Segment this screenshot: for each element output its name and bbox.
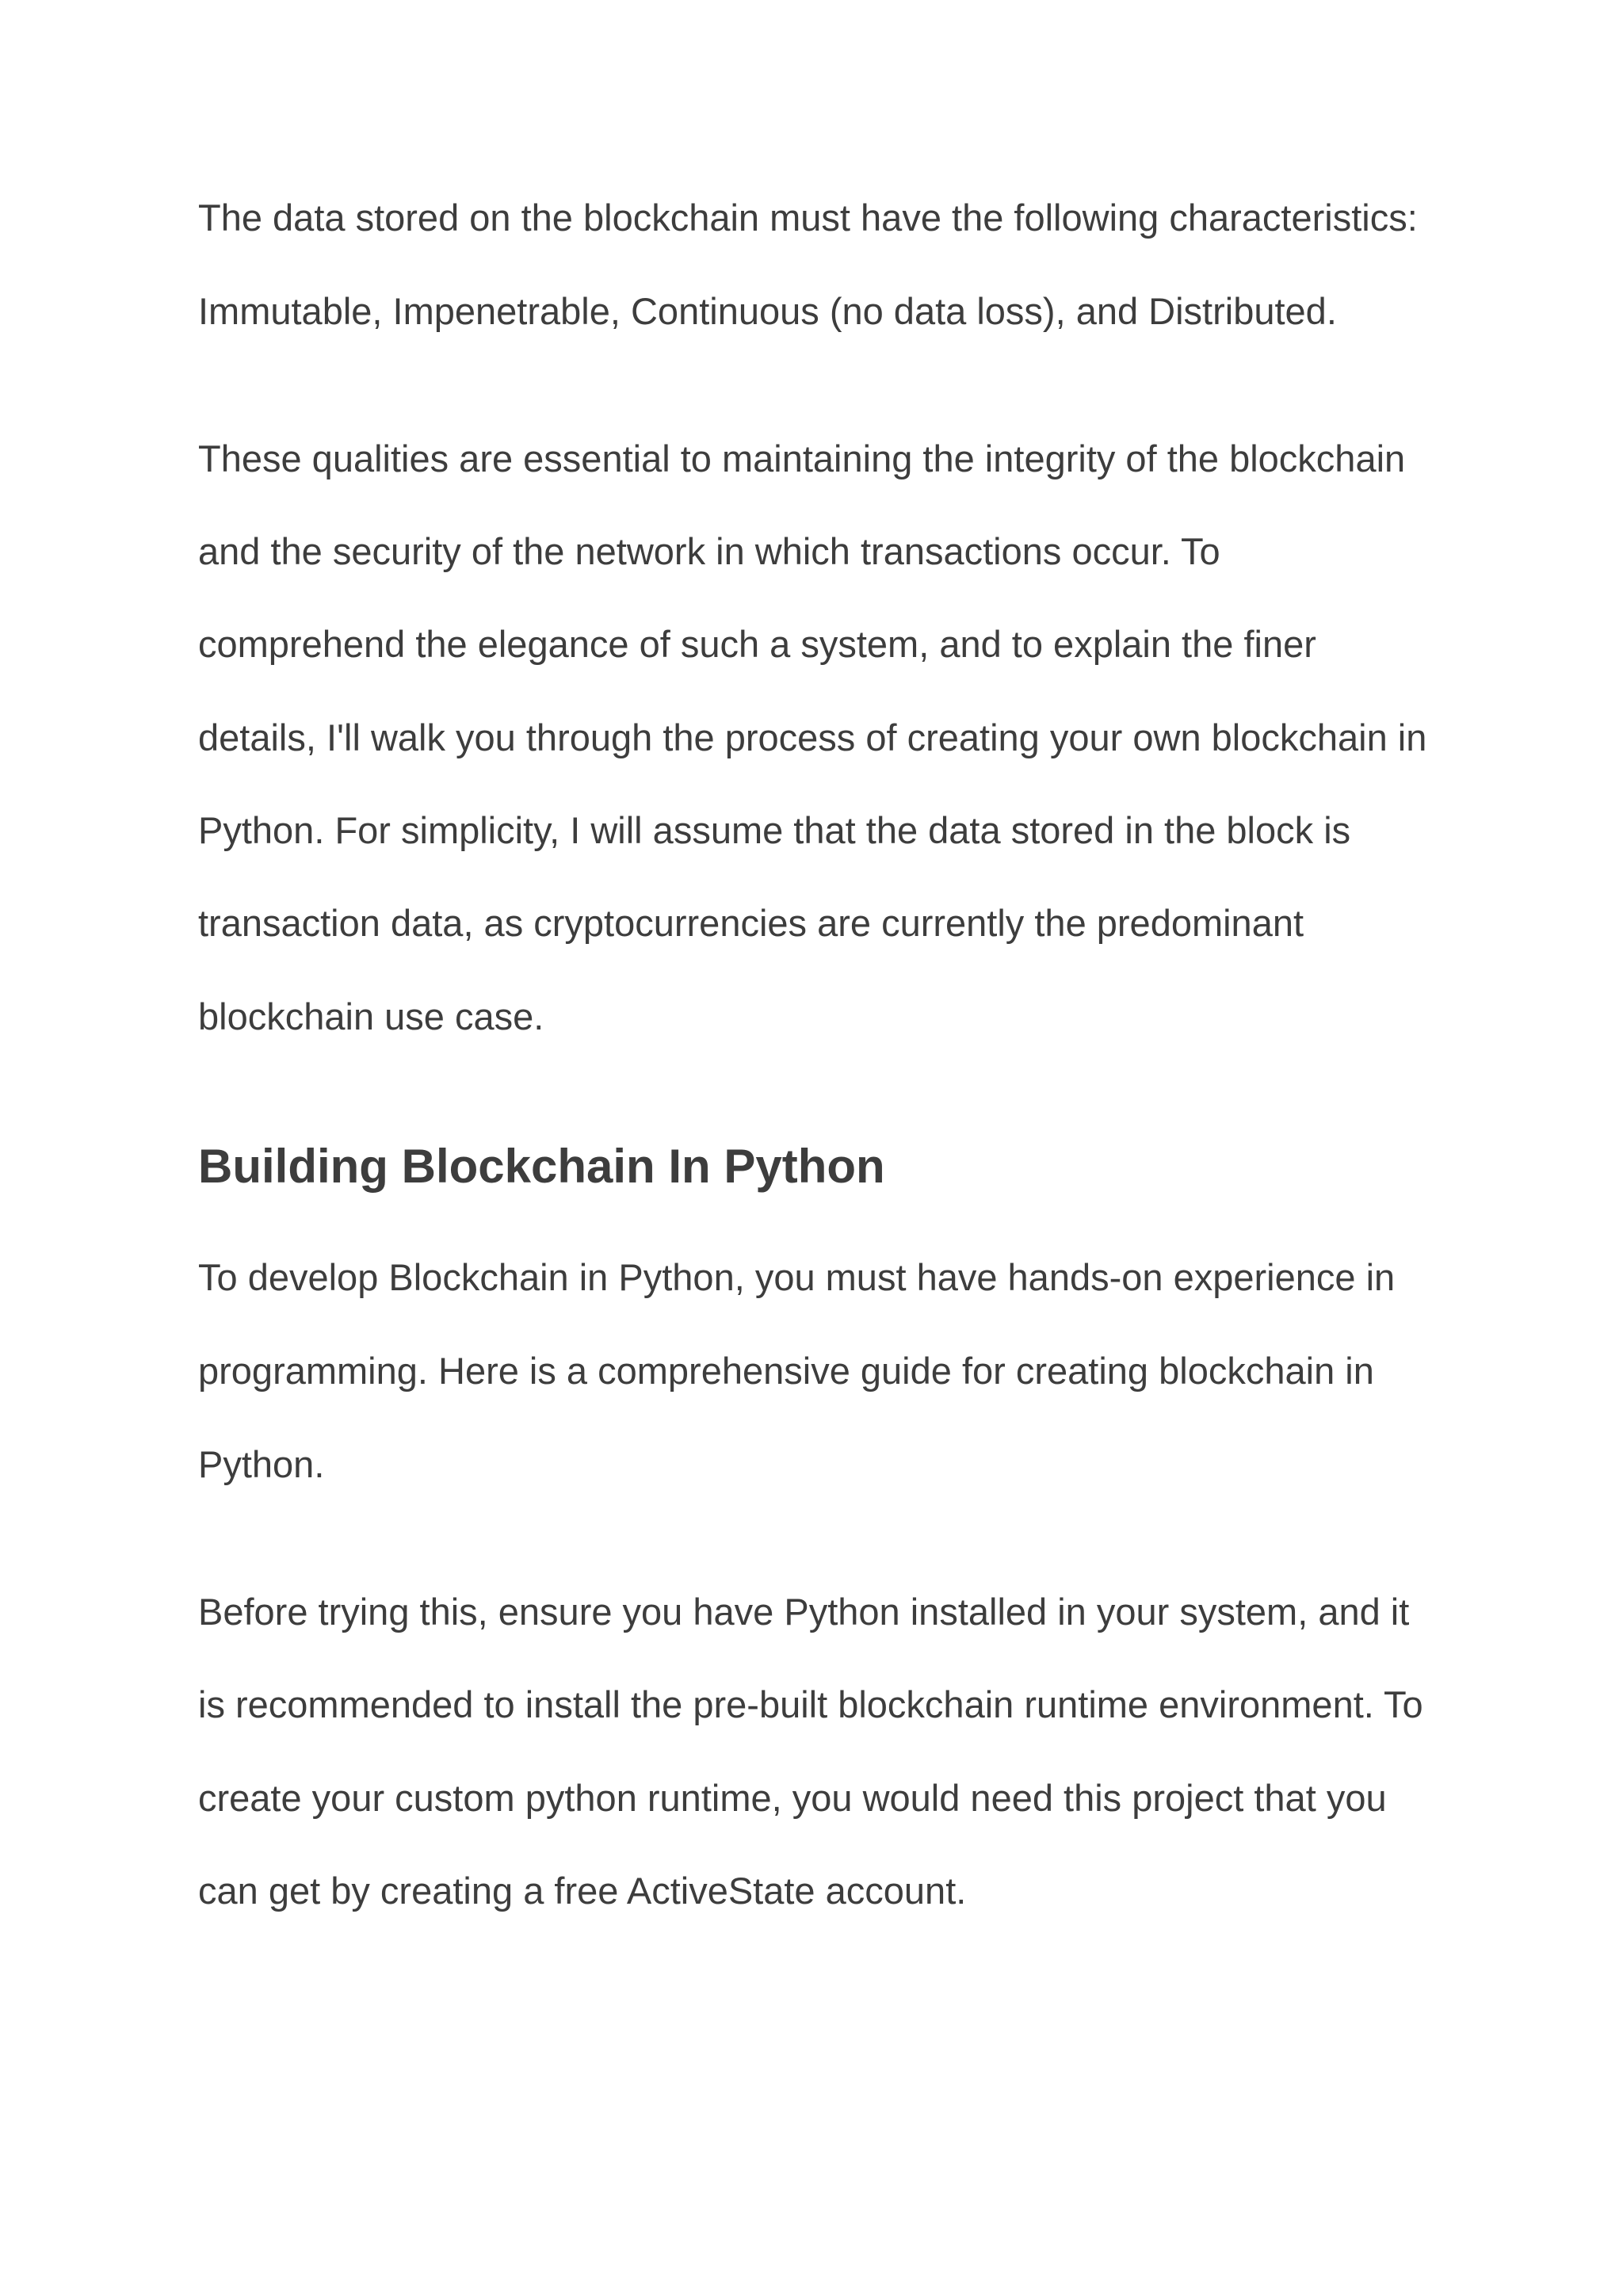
- text-line: comprehend the elegance of such a system, and to explain the finer: [198, 623, 1316, 665]
- text-line: blockchain use case.: [198, 995, 544, 1037]
- text-line: These qualities are essential to maintaining the integrity of the blockchain: [198, 437, 1406, 479]
- text-line: Immutable, Impenetrable, Continuous (no data loss), and Distributed.: [198, 290, 1337, 332]
- text-line: Python.: [198, 1443, 325, 1485]
- text-line: programming. Here is a comprehensive guide for creating blockchain in: [198, 1350, 1374, 1392]
- text-line: is recommended to install the pre-built blockchain runtime environment. To: [198, 1683, 1423, 1725]
- section-heading: Building Blockchain In Python: [198, 1140, 885, 1193]
- text-line: The data stored on the blockchain must have the following characteristics:: [198, 197, 1418, 239]
- text-line: and the security of the network in which transactions occur. To: [198, 530, 1220, 572]
- text-line: Before trying this, ensure you have Python installed in your system, and it: [198, 1591, 1410, 1633]
- text-line: create your custom python runtime, you would need this project that you: [198, 1777, 1387, 1819]
- text-line: can get by creating a free ActiveState account.: [198, 1870, 967, 1912]
- text-line: details, I'll walk you through the process of creating your own blockchain in: [198, 716, 1427, 758]
- text-line: To develop Blockchain in Python, you must have hands-on experience in: [198, 1256, 1396, 1298]
- text-line: Python. For simplicity, I will assume that the data stored in the block is: [198, 809, 1351, 851]
- text-line: transaction data, as cryptocurrencies are currently the predominant: [198, 902, 1304, 944]
